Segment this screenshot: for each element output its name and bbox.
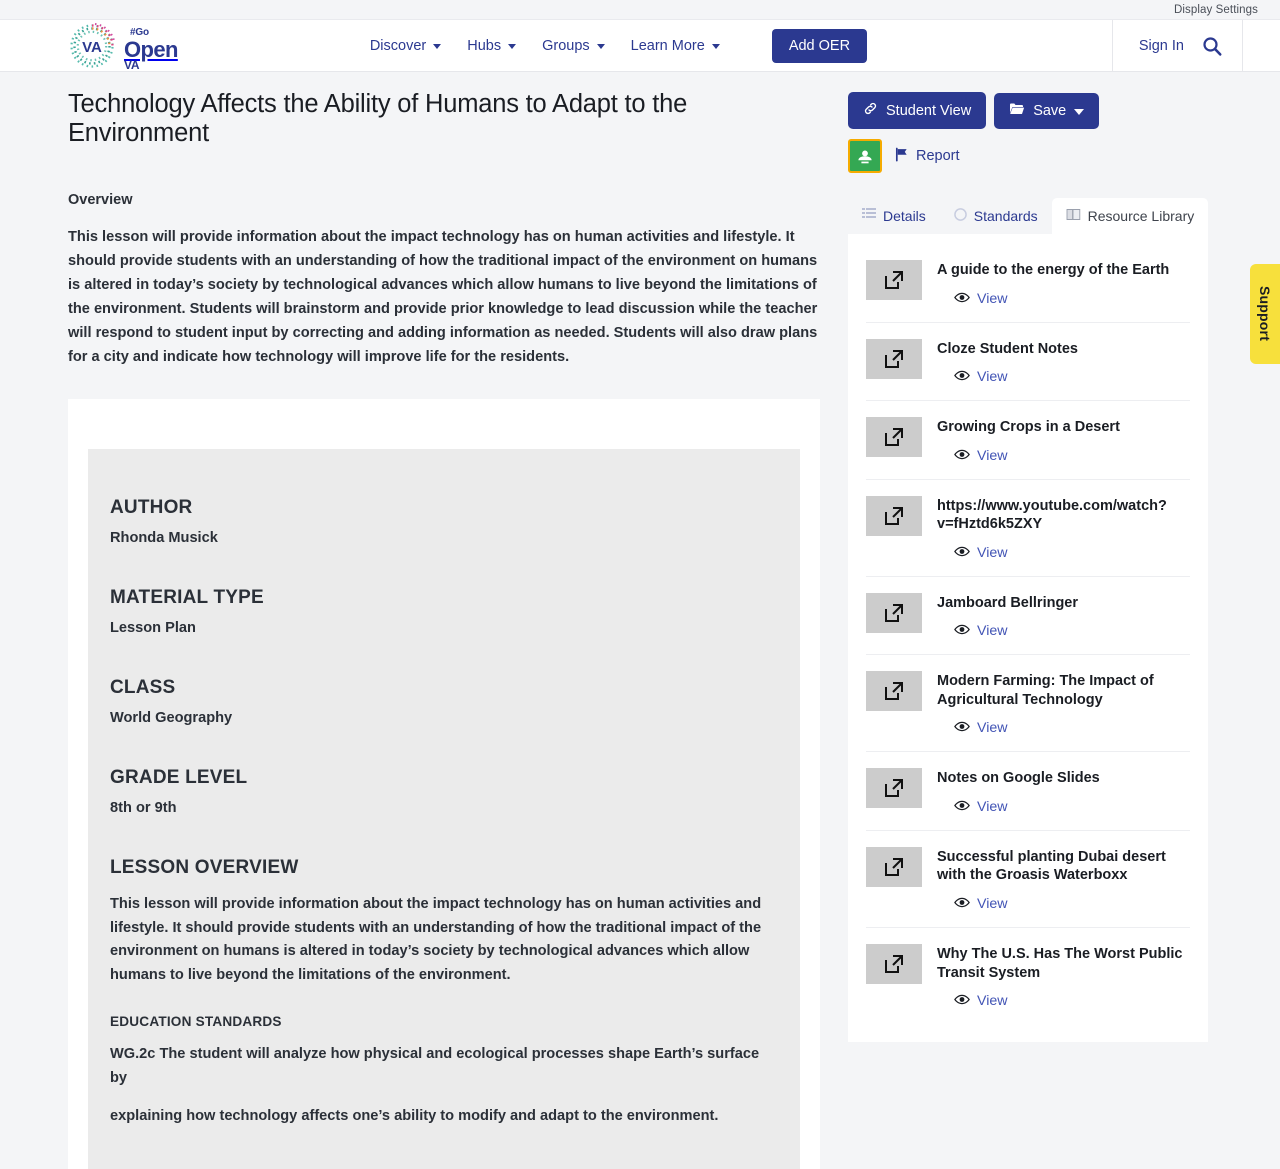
- list-item[interactable]: [866, 480, 1190, 577]
- external-link-icon: [866, 260, 922, 300]
- external-link-icon: [866, 944, 922, 984]
- material-type-value: Lesson Plan: [110, 619, 196, 636]
- external-link-icon: [866, 671, 922, 711]
- education-standard-1: WG.2c The student will analyze how physical and ecological processes shape Earth’s surface by: [110, 1046, 760, 1087]
- nav-item-discover[interactable]: [370, 38, 441, 54]
- grade-level-heading: GRADE LEVEL: [110, 766, 248, 788]
- view-label: View: [977, 290, 1008, 307]
- resource-name: Modern Farming: The Impact of Agricultural Technology: [937, 673, 1154, 708]
- nav-item-hubs[interactable]: [467, 38, 516, 54]
- utility-bar: [0, 0, 1280, 20]
- list-item-body: [937, 593, 1190, 641]
- sidebar-column: [820, 72, 1220, 1024]
- nav-item-groups[interactable]: [542, 38, 605, 54]
- sign-in-link[interactable]: Sign In: [1138, 37, 1184, 54]
- nav-label-learn-more: Learn More: [630, 37, 705, 54]
- folder-icon: [1009, 102, 1025, 120]
- list-item[interactable]: [866, 655, 1190, 752]
- save-label: Save: [1033, 102, 1067, 119]
- tab-resource-library-label: Resource Library: [1087, 208, 1195, 224]
- resource-name: Notes on Google Slides: [937, 770, 1100, 787]
- tab-resource-library[interactable]: [1052, 198, 1209, 234]
- view-label: View: [977, 896, 1008, 913]
- document-preview-card: [68, 399, 820, 1169]
- chevron-down-icon: [597, 44, 605, 49]
- header-end-spacer: [1242, 20, 1280, 72]
- chevron-down-icon: [433, 44, 441, 49]
- chevron-down-icon: [508, 44, 516, 49]
- logo-wordmark: [124, 26, 178, 72]
- class-heading: CLASS: [110, 676, 176, 698]
- nav-label-discover: Discover: [369, 37, 427, 54]
- search-icon[interactable]: [1202, 36, 1222, 56]
- nav-label-groups: Groups: [542, 37, 590, 54]
- view-link[interactable]: [954, 799, 1008, 815]
- list-item-body: [937, 847, 1190, 913]
- secondary-actions-row: [848, 139, 1220, 173]
- eye-icon: [954, 545, 970, 561]
- grade-level-value: 8th or 9th: [110, 799, 177, 816]
- logo-open-text: Open: [124, 36, 178, 62]
- lesson-overview-heading: LESSON OVERVIEW: [110, 856, 299, 878]
- eye-icon: [954, 369, 970, 385]
- lesson-overview-text: This lesson will provide information about the impact technology has on human activities and lifestyle. It should provide students with an understanding of how the traditional impact of the environment on humans is altered in today’s society by technological advances which allow humans to live beyond the limitations of the environment.: [110, 895, 762, 984]
- external-link-icon: [866, 593, 922, 633]
- chevron-down-icon: [712, 44, 720, 49]
- view-label: View: [977, 623, 1008, 640]
- eye-icon: [954, 993, 970, 1009]
- page-title: Technology Affects the Ability of Humans to Adapt to the Environment: [68, 90, 688, 147]
- list-item-body: [937, 671, 1190, 737]
- report-label: Report: [916, 148, 960, 164]
- view-label: View: [977, 798, 1008, 815]
- eye-icon: [954, 448, 970, 464]
- view-label: View: [977, 447, 1008, 464]
- resource-name: Successful planting Dubai desert with the Groasis Waterboxx: [937, 848, 1166, 884]
- list-item[interactable]: [866, 577, 1190, 656]
- list-item[interactable]: [866, 401, 1190, 480]
- support-label: Support: [1257, 286, 1273, 342]
- view-label: View: [977, 720, 1008, 737]
- external-link-icon: [866, 768, 922, 808]
- flag-icon: [894, 147, 909, 166]
- tab-standards-label: Standards: [973, 208, 1038, 224]
- site-header: [0, 20, 1280, 72]
- nav-label-hubs: Hubs: [467, 37, 502, 54]
- logo-go-text: #Go: [130, 26, 149, 38]
- external-link-icon: [866, 496, 922, 536]
- view-link[interactable]: [954, 545, 1008, 561]
- list-item-body: [937, 339, 1190, 387]
- header-right-group: [1112, 20, 1242, 72]
- view-label: View: [977, 369, 1008, 386]
- list-item-body: [937, 496, 1190, 562]
- external-link-icon: [866, 339, 922, 379]
- list-item-body: [937, 260, 1190, 308]
- list-icon: [862, 207, 876, 224]
- resource-name: Jamboard Bellringer: [937, 594, 1079, 611]
- overview-heading: Overview: [68, 192, 133, 209]
- support-tab[interactable]: [1250, 264, 1280, 364]
- save-button[interactable]: [994, 93, 1099, 129]
- list-item-body: [937, 944, 1190, 1010]
- document-body: [88, 449, 800, 1169]
- main-navigation: [370, 29, 867, 63]
- goopenva-logo-icon: [68, 23, 118, 69]
- overview-text: This lesson will provide information about the impact technology has on human activities and lifestyle. It should provide students with an understanding of how the traditional impact of the environment on humans is altered in today’s society by technological advances which allow humans to live beyond the limitations of the environment. Students will brainstorm and provide prior knowledge to lead discussion while the teacher will respond to student input by correcting and adding information as needed. Students will also draw plans for a city and indicate how technology will improve life for the residents.: [68, 229, 818, 365]
- material-type-heading: MATERIAL TYPE: [110, 586, 264, 608]
- main-content-column: [0, 72, 820, 1125]
- eye-icon: [954, 799, 970, 815]
- view-label: View: [977, 544, 1008, 561]
- list-item[interactable]: [866, 752, 1190, 831]
- education-standards-heading: EDUCATION STANDARDS: [110, 1014, 282, 1030]
- view-label: View: [977, 993, 1008, 1010]
- logo-va-text: VA: [124, 57, 140, 72]
- book-icon: [1066, 208, 1081, 224]
- view-link[interactable]: [954, 623, 1008, 639]
- report-link[interactable]: [894, 147, 960, 166]
- view-link[interactable]: [954, 369, 1008, 385]
- view-link[interactable]: [954, 896, 1008, 912]
- resource-name: Why The U.S. Has The Worst Public Transit System: [937, 946, 1183, 981]
- chevron-down-icon: [1074, 103, 1084, 119]
- list-item[interactable]: [866, 244, 1190, 323]
- resource-name: Cloze Student Notes: [937, 340, 1078, 357]
- resource-name: Growing Crops in a Desert: [937, 419, 1120, 436]
- action-buttons-row: [848, 92, 1220, 129]
- view-link[interactable]: [954, 291, 1008, 307]
- student-view-button[interactable]: [848, 92, 986, 129]
- list-item[interactable]: [866, 928, 1190, 1024]
- page-body: [0, 72, 1280, 1125]
- resource-library-panel: [848, 234, 1208, 1042]
- tab-details[interactable]: [848, 197, 940, 234]
- list-item[interactable]: [866, 323, 1190, 402]
- author-heading: AUTHOR: [110, 496, 193, 518]
- eye-icon: [954, 896, 970, 912]
- education-standard-2: explaining how technology affects one’s ability to modify and adapt to the environment.: [110, 1108, 719, 1125]
- author-value: Rhonda Musick: [110, 529, 218, 546]
- external-link-icon: [866, 417, 922, 457]
- display-settings-link[interactable]: Display Settings: [1173, 3, 1258, 16]
- eye-icon: [954, 720, 970, 736]
- list-item-body: [937, 768, 1190, 816]
- list-item[interactable]: [866, 831, 1190, 928]
- class-value: World Geography: [110, 709, 233, 726]
- student-view-label: Student View: [886, 102, 972, 119]
- tab-details-label: Details: [883, 207, 926, 224]
- link-icon: [863, 101, 878, 120]
- list-item-body: [937, 417, 1190, 465]
- svg-text:VA: VA: [82, 38, 102, 56]
- tab-standards[interactable]: [940, 198, 1052, 234]
- eye-icon: [954, 623, 970, 639]
- view-link[interactable]: [954, 993, 1008, 1009]
- external-link-icon: [866, 847, 922, 887]
- eye-icon: [954, 291, 970, 307]
- resource-name: A guide to the energy of the Earth: [937, 262, 1170, 278]
- google-classroom-icon[interactable]: [848, 139, 882, 173]
- circle-icon: [954, 208, 967, 224]
- sidebar-tabs: [848, 197, 1220, 234]
- view-link[interactable]: [954, 720, 1008, 736]
- add-oer-button[interactable]: Add OER: [772, 29, 867, 63]
- view-link[interactable]: [954, 448, 1008, 464]
- site-logo[interactable]: [68, 23, 178, 72]
- resource-name: https://www.youtube.com/watch?v=fHztd6k5ZXY: [937, 497, 1167, 533]
- nav-item-learn-more[interactable]: [631, 38, 720, 54]
